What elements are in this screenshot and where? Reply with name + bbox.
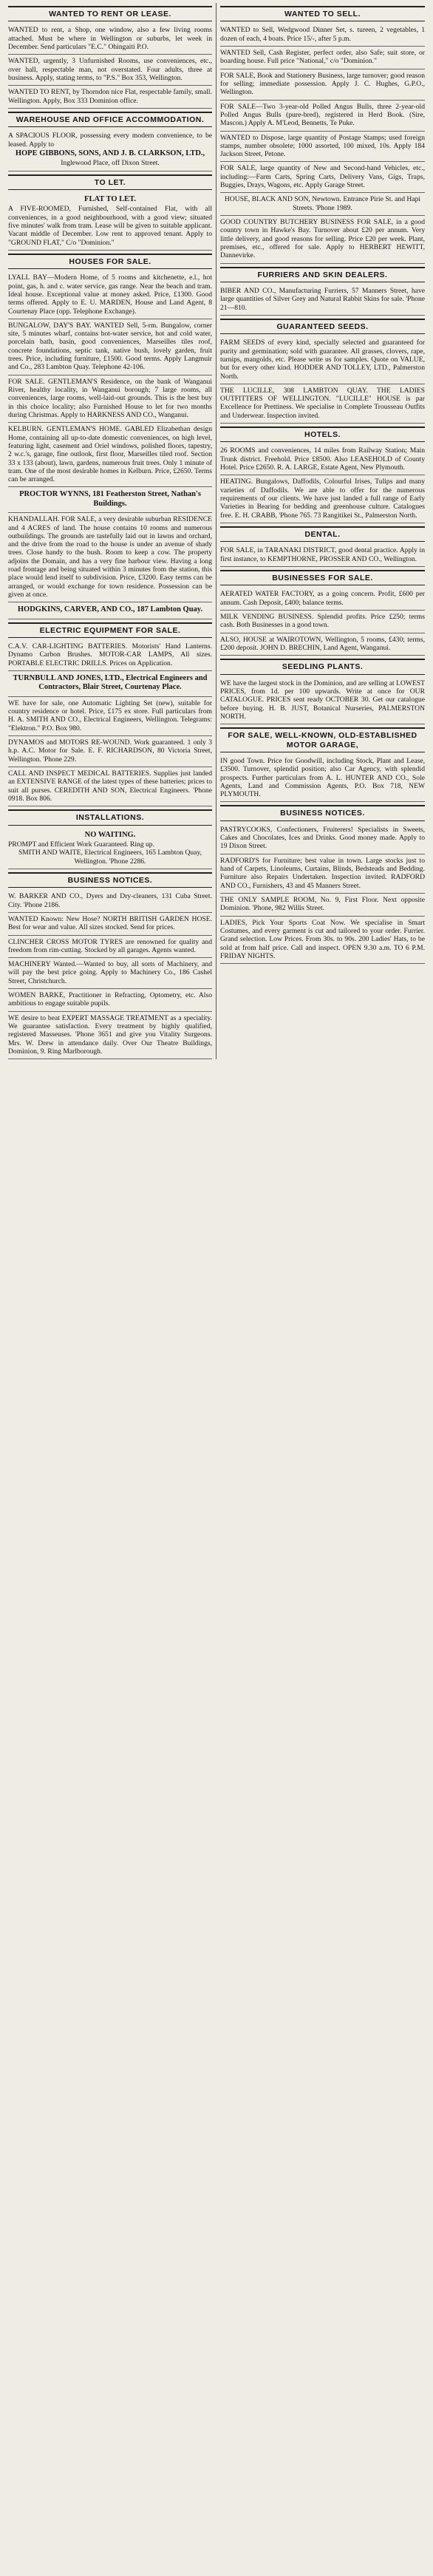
classified-ad: HOUSE, BLACK AND SON, Newtown. Entrance Pirie St. and Hapi Streets. 'Phone 1989.	[220, 193, 425, 216]
classified-ad: PASTRYCOOKS, Confectioners, Fruiterers! Specialists in Sweets, Cakes and Chocolates, Ices and Drinks. Good money made. Apply to 19 Dixon Street.	[220, 823, 425, 854]
furriers-ad: BIBER AND CO., Manufacturing Furriers, 57 Manners Street, have large quantities of Silver Grey and Natural Rabbit Skins for sale. 'Phone 21—810.	[220, 285, 425, 316]
left-column	[4, 3, 216, 1059]
section-heading-seeds: GUARANTEED SEEDS.	[220, 319, 425, 334]
classified-ad: WANTED, urgently, 3 Unfurnished Rooms, use conveniences, etc., over hall, respectable man, not overstated. Four adults, three at business. Apply, stating terms, to "P.S." Box 353, Wellington.	[8, 55, 212, 86]
classified-ad: CALL AND INSPECT MEDICAL BATTERIES. Supplies just landed an EXTENSIVE RANGE of the latest types of these batteries; prices to suit all purses. CEREDITH AND SON, Electrical Engineers. 'Phone 0918. Box 806.	[8, 767, 212, 806]
section-heading-motor-garage: FOR SALE, WELL-KNOWN, OLD-ESTABLISHED MOTOR GARAGE,	[220, 727, 425, 752]
section-heading-electric: ELECTRIC EQUIPMENT FOR SALE.	[8, 622, 212, 638]
dental-ad: FOR SALE, in TARANAKI DISTRICT, good dental practice. Apply in first instance, to KEMPTHORNE, PROSSER AND CO., Wellington.	[220, 544, 425, 567]
classified-ad: WE have for sale, one Automatic Lighting Set (new), suitable for country residence or hotel. Price, £175 ex store. Full particulars from H. A. SMITH AND CO., Electrical Engineers, Wellington. Telegrams: "Elektron." P.O. Box 980.	[8, 697, 212, 736]
section-heading-business-notices: BUSINESS NOTICES.	[8, 872, 212, 888]
classified-ad: KELBURN. GENTLEMAN'S HOME. GABLED Elizabethan design Home, containing all up-to-date domestic conveniences, on high level, featuring light, casement and Oriel windows, polished floors, tapestry, 2 w.c.'s, garage, fine outlook, first floor, Marseilles tiled roof. Section 33 x 133 (about), lawn, gardens, numerous fruit trees. Only 1 minute of tram. One of the most desirable homes in Kelburn. Price, £2650. Terms can be arranged.	[8, 423, 212, 487]
classified-ad: 26 ROOMS and conveniences, 14 miles from Railway Station; Main Trunk district. Freehold. Price £8500. Also LEASEHOLD of County Hotel. Price £2650. R. A. LARGE, Estate Agent, New Plymouth.	[220, 444, 425, 475]
classified-ad: ALSO, HOUSE at WAIROTOWN, Wellington, 5 rooms, £430; terms, £200 deposit. JOHN D. BRECHIN, Land Agent, Wanganui.	[220, 633, 425, 656]
section-heading-rent: WANTED TO RENT OR LEASE.	[8, 6, 212, 21]
classified-ad: WANTED to Dispose, large quantity of Postage Stamps; used foreign stamps, number obsolete; 1000 assorted, 100 mixed, 10s. Apply 184 Jackson Street, Petone.	[220, 132, 425, 163]
section-heading-seedling-plants: SEEDLING PLANTS.	[220, 659, 425, 674]
lucille-ad: THE LUCILLE, 308 LAMBTON QUAY. THE LADIES OUTFITTERS OF WELLINGTON. "LUCILLE" HOUSE is par Excellence for Prettiness. We specialise in Complete Trousseau Outfits and Underwear. Inspection invited.	[220, 384, 425, 424]
right-column	[216, 3, 429, 1059]
classified-ad: WANTED TO RENT, by Thorndon nice Flat, respectable family, small. Wellington. Apply, Box 333 Dominion office.	[8, 86, 212, 109]
classified-ad: HODGKINS, CARVER, AND CO., 187 Lambton Quay.	[8, 602, 212, 619]
classified-ad: WANTED to rent, a Shop, one window, also a few living rooms attached. Must be where in Wellington or suburbs, let week in December. Send particulars "E.C." Ohingaiti P.O.	[8, 24, 212, 55]
classified-ad: CLINCHER CROSS MOTOR TYRES are renowned for quality and freedom from rim-cutting. Stocked by all garages. Agents wanted.	[8, 936, 212, 959]
classified-ad: WOMEN BARKE, Practitioner in Refracting, Optometry, etc. Also ambitious to engage suitable pupils.	[8, 989, 212, 1012]
section-heading-installations: INSTALLATIONS.	[8, 809, 212, 825]
section-heading-warehouse: WAREHOUSE AND OFFICE ACCOMMODATION.	[8, 112, 212, 127]
classified-ad: WANTED to Sell, Wedgwood Dinner Set, s. tureen, 2 vegetables, 1 dozen of each, 4 boats. Price 15/-, after 5 p.m.	[220, 24, 425, 47]
classified-ad: BUNGALOW, DAY'S BAY. WANTED Sell, 5-rm. Bungalow, corner site, 5 minutes wharf, contains hot-water service, hot and cold water, porcelain bath, basin, good conveniences, Marseilles tiles roof, concrete foundations, septic tank, native bush, lovely garden, fruit trees. Price, including furniture, £1500. Good terms. Apply Langmuir and Co., 283 Lambton Quay. Telephone 42-106.	[8, 319, 212, 375]
section-heading-business-notices-right: BUSINESS NOTICES.	[220, 805, 425, 820]
section-heading-wanted-to-sell: WANTED TO SELL.	[220, 6, 425, 21]
section-heading-furriers: FURRIERS AND SKIN DEALERS.	[220, 267, 425, 282]
garage-ad: IN good Town. Price for Goodwill, including Stock, Plant and Lease, £3500. Turnover, splendid position; also Car Agency, with splendid prospects. Further particulars from A. L. HUNTER AND CO., Sole Agents, Land and Commission Agents, P.O. Box 718, NEW PLYMOUTH.	[220, 755, 425, 803]
classified-ad: TURNBULL AND JONES, LTD., Electrical Engineers and Contractors, Blair Street, Courtenay Place.	[8, 671, 212, 697]
flat-ad: FLAT TO LET. A FIVE-ROOMED, Furnished, Self-contained Flat, with all conveniences, in a good neighbourhood, with a good view; situated five minutes' walk from tram. Lease will be given to suitable applicant. Vacant middle of December. Low rent to approved tenant. Apply to "GROUND FLAT," C/o "Dominion."	[8, 192, 212, 251]
classified-ad: FOR SALE, large quantity of New and Second-hand Vehicles, etc., including:—Farm Carts, Spring Carts, Delivery Vans, Gigs, Traps, Buggies, Drays, Wagons, etc. Apply Garage Street.	[220, 162, 425, 193]
classified-ad: MILK VENDING BUSINESS. Splendid profits. Price £250; terms cash. Both Businesses in a good town.	[220, 611, 425, 633]
seedling-ad: WE have the largest stock in the Dominion, and are selling at LOWEST PRICES, from 1d. per 100 upwards. Write at once for OUR CATALOGUE. PRICES sent ready OCTOBER 30. Get our catalogue before buying. H. B. JUST, Botanical Nurseries, PALMERSTON NORTH.	[220, 677, 425, 725]
seeds-ad: FARM SEEDS of every kind, specially selected and guaranteed for purity and germination; sold with guarantee. All grasses, clovers, rape, turnips, mangolds, etc. Please write us for samples. Quote on VALUE, but for every other kind. HODDER AND TOLLEY, LTD., Palmerston North.	[220, 336, 425, 384]
classified-ad: WE desire to beat EXPERT MASSAGE TREATMENT as a speciality. We guarantee satisfaction. Every treatment by highly qualified, registered Masseuses. 'Phone 3651 and give you Vitality Surgeons. Mrs. W. Drew in attendance daily. Over Our Theatre Buildings, Dominion, 9. Ring Marlborough.	[8, 1012, 212, 1060]
classified-ad: DYNAMOS and MOTORS RE-WOUND. Work guaranteed. 1 only 3 h.p. A.C. Motor for Sale. E. F. RICHARDSON, 80 Victoria Street, Wellington. 'Phone 229.	[8, 736, 212, 767]
classified-ad: PROCTOR WYNNS, 181 Featherston Street, Nathan's Buildings.	[8, 487, 212, 513]
butchery-ad: GOOD COUNTRY BUTCHERY BUSINESS FOR SALE, in a good country town in Hawke's Bay. Turnover about £20 per annum. Very little delivery, and good reasons for selling. Price £20 per week. Plant, premises, etc., offered for sale. Apply to HERBERT HEWITT, Dannevirke.	[220, 216, 425, 264]
section-heading-dental: DENTAL.	[220, 526, 425, 542]
classified-ad: FOR SALE. GENTLEMAN'S Residence, on the bank of Wanganui River, healthy locality, in Wanganui borough; 7 large rooms, all conveniences, large rooms, well-laid-out grounds. This is the best buy in this choice locality; also Furnished House to let for two months during Christmas. Apply to HARKNESS AND CO., Wanganui.	[8, 375, 212, 424]
classified-ad: C.A.V. CAR-LIGHTING BATTERIES. Motorists' Hand Lanterns. Dynamo Carbon Brushes. MOTOR-CAR LAMPS, All sizes. PORTABLE ELECTRIC DRILLS. Prices on Application.	[8, 640, 212, 671]
classified-ad: FOR SALE—Two 3-year-old Polled Angus Bulls, three 2-year-old Polled Angus Bulls (pure-bred), registered in Herd Book. (Sire, Mascon.) Apply A. M'Leod, Bennetts, Te Puke.	[220, 101, 425, 132]
classified-ad: KHANDALLAH. FOR SALE, a very desirable suburban RESIDENCE and 4 ACRES of land. The house contains 10 rooms and numerous outbuildings. The grounds are tastefully laid out in lawns and orchard, and the drive from the road to the house is under an avenue of shady trees. Close handy to the bush. Room to keep a cow. The property adjoins the Domain, and has a very fine harbour view. Having a long road frontage and being situated within 3 minutes from the station, this place would lend itself to subdivision. Price, £3200. Easy terms can be arranged, or would exchange for town residence. Possession can be given at once.	[8, 513, 212, 602]
section-heading-businesses-for-sale: BUSINESSES FOR SALE.	[220, 570, 425, 585]
section-heading-houses-for-sale: HOUSES FOR SALE.	[8, 254, 212, 269]
classified-ad: MACHINERY Wanted.—Wanted to buy, all sorts of Machinery, and will pay the best price going. Apply to Machinery Co., 186 Cashel Street, Christchurch.	[8, 958, 212, 989]
classified-ad: W. BARKER AND CO., Dyers and Dry-cleaners, 131 Cuba Street. City. 'Phone 2186.	[8, 890, 212, 913]
classified-ad: LYALL BAY—Modern Home, of 5 rooms and kitchenette, e.l., hot point, gas, h. and c. water service, gas range. Near the beach and tram. Ideal house. Exceptional value at money asked. Price, £1300. Good terms offered. Apply to E. U. MARDEN, House and Land Agent, 8 Courtenay Place (opp. Telephone Exchange).	[8, 271, 212, 319]
classified-ad: WANTED Known: New Hose? NORTH BRITISH GARDEN HOSE. Best for wear and value. All sizes stocked. Send for prices.	[8, 913, 212, 936]
classified-ad: HEATING. Bungalows, Daffodils, Colourful Irises, Tulips and many varieties of Daffodils. We are able to offer for the numerous requirements of our clients. We have just landed a full range of Early Varieties in Bearing for bedding and greenhouse culture. Catalogues free. E. H. CRABB, 'Phone 765. 73 Rangitikei St., Palmerston North.	[220, 475, 425, 523]
installations-ad: NO WAITING. PROMPT and Efficient Work Guaranteed. Ring up. SMITH AND WAITE, Electrical Engineers, 165 Lambton Quay, Wellington. 'Phone 2286.	[8, 828, 212, 869]
warehouse-ad: A SPACIOUS FLOOR, possessing every modern convenience, to be leased. Apply to HOPE GIBBONS, SONS, AND J. B. CLARKSON, LTD., Inglewood Place, off Dixon Street.	[8, 129, 212, 171]
section-heading-to-let: TO LET.	[8, 174, 212, 190]
classified-ad: THE ONLY SAMPLE ROOM, No. 9, First Floor. Next opposite Dominion. 'Phone, 982 Willis Street.	[220, 894, 425, 917]
two-column-layout	[4, 3, 429, 1059]
classified-ad: WANTED Sell, Cash Register, perfect order, also Safe; suit store, or boarding house. Full price "National," c/o "Dominion."	[220, 47, 425, 69]
classified-ad: AERATED WATER FACTORY, as a going concern. Profit, £600 per annum. Cash Deposit, £400; balance terms.	[220, 588, 425, 611]
classified-ad: FOR SALE, Book and Stationery Business, large turnover; good reason for selling; immediate possession. Apply J. C. Hughes, G.P.O., Wellington.	[220, 69, 425, 101]
classified-ad: LADIES, Pick Your Sports Coat Now. We specialise in Smart Costumes, and every garment is cut and tailored to your order. Furrier. Grand selection. Low Prices. From 30s. to 90s. 200 Ladies' Hats, to be sold at from half price. Call and inspect. OPEN 9.30 a.m. TO 6 P.M. FRIDAY NIGHTS.	[220, 917, 425, 965]
section-heading-hotels: HOTELS.	[220, 426, 425, 442]
classified-ad: RADFORD'S for Furniture; best value in town. Large stocks just to hand of Carpets, Linoleums, Curtains, Blinds, Bedsteads and Bedding. Furniture also Repairs Undertaken. Inspection invited. RADFORD AND CO., Furnishers, 43 and 45 Manners Street.	[220, 854, 425, 894]
